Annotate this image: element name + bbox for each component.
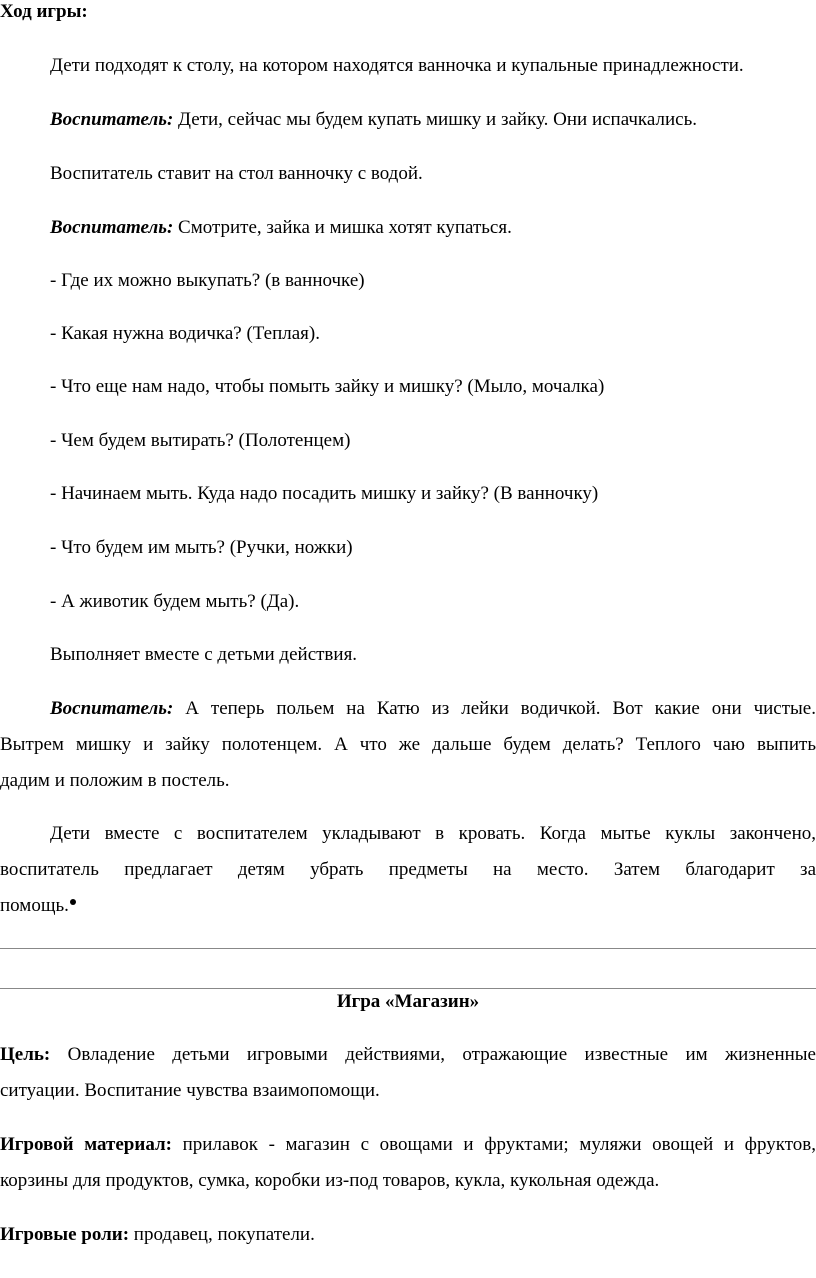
paragraph-line: дадим и положим в постель. — [0, 770, 230, 791]
dialogue-line: - Что будем им мыть? (Ручки, ножки) — [50, 537, 353, 558]
paragraph-line: воспитатель предлагает детям убрать предметы на место. Затем благодарит за — [0, 859, 816, 880]
paragraph: Выполняет вместе с детьми действия. — [50, 644, 358, 665]
paragraph: Дети подходят к столу, на котором находятся ванночка и купальные принадлежности. — [50, 55, 744, 76]
dialogue-line: - Какая нужна водичка? (Теплая). — [50, 323, 320, 344]
speaker-label: Воспитатель: — [50, 217, 174, 238]
dialogue-line: - Что еще нам надо, чтобы помыть зайку и мишку? (Мыло, мочалка) — [50, 376, 605, 397]
paragraph: Воспитатель: А теперь польем на Катю из лейки водичкой. Вот какие они чистые. — [50, 698, 816, 719]
paragraph: Дети вместе с воспитателем укладывают в кровать. Когда мытье куклы закончено, — [50, 823, 816, 844]
paragraph: Воспитатель: Смотрите, зайка и мишка хотят купаться. — [50, 217, 512, 238]
paragraph-line: ситуации. Воспитание чувства взаимопомощи. — [0, 1080, 380, 1101]
paragraph: Воспитатель ставит на стол ванночку с водой. — [50, 163, 423, 184]
paragraph-line: корзины для продуктов, сумка, коробки из-под товаров, кукла, кукольная одежда. — [0, 1170, 660, 1191]
material-paragraph: Игровой материал: прилавок - магазин с овощами и фруктами; муляжи овощей и фруктов, — [0, 1134, 816, 1155]
speaker-label: Воспитатель: — [50, 698, 174, 719]
paragraph-line: Вытрем мишку и зайку полотенцем. А что же дальше будем делать? Теплого чаю выпить — [0, 734, 816, 755]
paragraph-line: помощь. — [0, 895, 76, 917]
dialogue-line: - Где их можно выкупать? (в ванночке) — [50, 270, 365, 291]
paragraph: Воспитатель: Дети, сейчас мы будем купать мишку и зайку. Они испачкались. — [50, 109, 697, 130]
bullet-icon — [70, 899, 76, 905]
heading-game-progress: Ход игры: — [0, 1, 88, 22]
dialogue-line: - А животик будем мыть? (Да). — [50, 591, 300, 612]
section-title: Игра «Магазин» — [336, 991, 480, 1012]
dialogue-line: - Чем будем вытирать? (Полотенцем) — [50, 430, 351, 451]
divider — [0, 988, 816, 989]
roles-paragraph: Игровые роли: продавец, покупатели. — [0, 1224, 315, 1245]
dialogue-line: - Начинаем мыть. Куда надо посадить мишку и зайку? (В ванночку) — [50, 483, 599, 504]
divider — [0, 948, 816, 949]
goal-paragraph: Цель: Овладение детьми игровыми действиями, отражающие известные им жизненные — [0, 1044, 816, 1065]
speaker-label: Воспитатель: — [50, 109, 174, 130]
